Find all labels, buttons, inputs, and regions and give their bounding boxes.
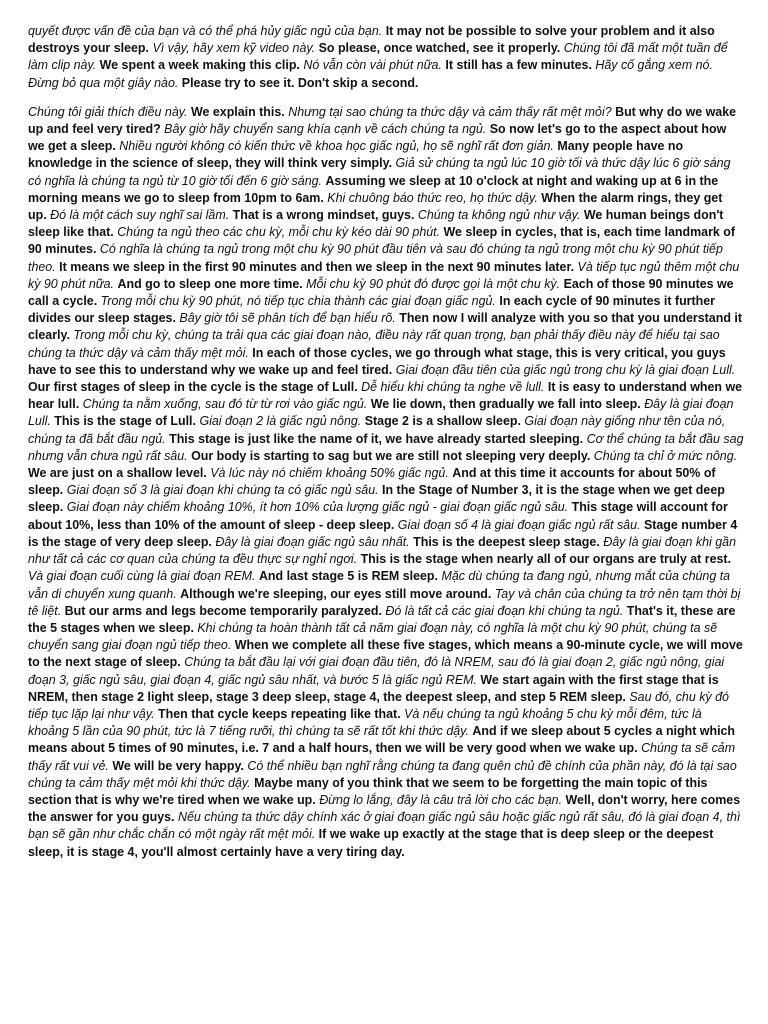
english-sentence: We sleep in cycles, that is, each time landmark of 90 minutes. <box>28 225 736 257</box>
vietnamese-sentence: Và nếu chúng ta ngủ khoảng 5 chu kỳ mỗi đêm, tức là khoảng 5 lần của 90 phút, tức là 7 tiếng rưỡi, thì chúng ta sẽ rất tốt khi thức dậy. <box>28 706 702 739</box>
vietnamese-sentence: Nếu chúng ta thức dậy chính xác ở giai đoạn giấc ngủ sâu hoặc giấc ngủ rất sâu, đó là giai đoạn 4, thì bạn sẽ gần như chắc chắn có một ngày rất mệt mỏi. <box>28 810 741 842</box>
english-sentence: It may not be possible to solve your problem and it also destroys your sleep. <box>28 24 715 56</box>
vietnamese-sentence: Khi chúng ta hoàn thành tất cả năm giai đoạn này, có nghĩa là một chu kỳ 90 phút, chúng ta sẽ chuyển sang giai đoạn ngủ tiếp theo. <box>28 620 718 653</box>
vietnamese-sentence: Giai đoạn số 4 là giai đoạn giấc ngủ rất sâu. <box>397 517 641 532</box>
vietnamese-sentence: Nhưng tại sao chúng ta thức dậy và cảm thấy rất mệt mỏi? <box>288 104 612 119</box>
english-sentence: And at this time it accounts for about 50% of sleep. <box>28 466 716 498</box>
paragraph <box>28 23 744 92</box>
english-sentence: In the Stage of Number 3, it is the stage when we get deep sleep. <box>28 483 725 515</box>
english-sentence: It still has a few minutes. <box>445 58 592 73</box>
english-sentence: Each of those 90 minutes we call a cycle. <box>28 276 734 309</box>
english-sentence: But our arms and legs become temporarily paralyzed. <box>64 603 382 618</box>
vietnamese-sentence: Bây giờ hãy chuyển sang khía cạnh về cách chúng ta ngủ. <box>164 122 487 137</box>
english-sentence: And go to sleep one more time. <box>117 276 303 291</box>
english-sentence: That is a wrong mindset, guys. <box>232 208 415 223</box>
english-sentence: We are just on a shallow level. <box>28 466 207 481</box>
english-sentence: Stage number 4 is the stage of very deep sleep. <box>28 517 738 549</box>
english-sentence: So please, once watched, see it properly. <box>318 41 561 56</box>
english-sentence: This is the stage when nearly all of our organs are truly at rest. <box>360 552 732 567</box>
vietnamese-sentence: Đừng lo lắng, đây là câu trả lời cho các bạn. <box>319 792 563 807</box>
vietnamese-sentence: Tay và chân của chúng ta trở nên tạm thời bị tê liệt. <box>28 586 741 618</box>
english-sentence: We spent a week making this clip. <box>99 58 300 73</box>
english-sentence: Our first stages of sleep in the cycle is the stage of Lull. <box>28 380 358 395</box>
english-sentence: That's it, these are the 5 stages when we sleep. <box>28 603 736 635</box>
vietnamese-sentence: Chúng ta không ngủ như vậy. <box>417 208 581 223</box>
vietnamese-sentence: Nhiều người không có kiến thức về khoa học giấc ngủ, họ sẽ nghĩ rất đơn giản. <box>119 139 554 154</box>
english-sentence: Assuming we sleep at 10 o'clock at night and waking up at 6 in the morning means we go to sleep from 10pm to 6am. <box>28 173 719 205</box>
vietnamese-sentence: Bây giờ tôi sẽ phân tích để bạn hiểu rõ. <box>179 311 396 326</box>
vietnamese-sentence: Vì vậy, hãy xem kỹ video này. <box>152 41 316 56</box>
vietnamese-sentence: Sau đó, chu kỳ đó tiếp tục lặp lại như vậy. <box>28 689 729 721</box>
vietnamese-sentence: Có nghĩa là chúng ta ngủ trong một chu kỳ 90 phút đầu tiên và sau đó chúng ta ngủ trong một chu kỳ 90 phút tiếp theo. <box>28 242 723 274</box>
vietnamese-sentence: Và giai đoạn cuối cùng là giai đoạn REM. <box>28 569 256 584</box>
vietnamese-sentence: Dễ hiểu khi chúng ta nghe về lull. <box>361 380 545 395</box>
paragraph <box>28 104 744 861</box>
english-sentence: We start again with the first stage that is NREM, then stage 2 light sleep, stage 3 deep sleep, stage 4, the deepest sleep, and step 5 REM sleep. <box>28 672 719 704</box>
vietnamese-sentence: Chúng ta nằm xuống, sau đó từ từ rơi vào giấc ngủ. <box>82 397 368 412</box>
english-sentence: If we wake up exactly at the stage that is deep sleep or the deepest sleep, it is stage 4, you'll almost certainly have a very tiring day. <box>28 827 714 859</box>
vietnamese-sentence: Và tiếp tục ngủ thêm một chu kỳ 90 phút nữa. <box>28 259 740 291</box>
english-sentence: Stage 2 is a shallow sleep. <box>364 414 521 429</box>
english-sentence: Maybe many of you think that we seem to be forgetting the main topic of this section that is why we're tired when we wake up. <box>28 775 708 807</box>
vietnamese-sentence: Đó là tất cả các giai đoạn khi chúng ta ngủ. <box>385 603 624 618</box>
english-sentence: But why do we wake up and feel very tired? <box>28 104 737 137</box>
vietnamese-sentence: quyết được vấn đề của bạn và có thể phá hủy giấc ngủ của bạn. <box>28 24 383 38</box>
english-sentence: Please try to see it. Don't skip a second. <box>181 75 419 90</box>
english-sentence: We lie down, then gradually we fall into sleep. <box>370 397 641 412</box>
vietnamese-sentence: Hãy cố gắng xem nó. Đừng bỏ qua một giây nào. <box>28 58 713 90</box>
vietnamese-sentence: Trong mỗi chu kỳ, chúng ta trải qua các giai đoạn nào, điều này rất quan trọng, bạn phải thấy điều này để hiểu tại sao chúng ta thức dậy và cảm thấy mệt mỏi. <box>28 328 720 360</box>
english-sentence: This is the deepest sleep stage. <box>413 534 600 549</box>
english-sentence: Our body is starting to sag but we are still not sleeping very deeply. <box>191 448 591 463</box>
vietnamese-sentence: Đây là giai đoạn khi gần như tất cả các cơ quan của chúng ta đều thực sự nghỉ ngơi. <box>28 534 736 567</box>
english-sentence: And last stage 5 is REM sleep. <box>258 569 438 584</box>
english-sentence: Well, don't worry, here comes the answer for you guys. <box>28 792 741 825</box>
vietnamese-sentence: Mặc dù chúng ta đang ngủ, nhưng mắt của chúng ta vẫn di chuyển xung quanh. <box>28 569 731 601</box>
english-sentence: And if we sleep about 5 cycles a night which means about 5 times of 90 minutes, i.e. 7 and a half hours, then we will be very good when we wake up. <box>28 724 736 756</box>
english-sentence: When the alarm rings, they get up. <box>28 190 723 223</box>
english-sentence: Then now I will analyze with you so that you understand it clearly. <box>28 311 742 343</box>
vietnamese-sentence: Chúng ta sẽ cảm thấy rất vui vẻ. <box>28 741 736 773</box>
vietnamese-sentence: Và lúc này nó chiếm khoảng 50% giấc ngủ. <box>210 466 449 481</box>
vietnamese-sentence: Đây là giai đoạn giấc ngủ sâu nhất. <box>215 534 410 549</box>
vietnamese-sentence: Giai đoạn số 3 là giai đoạn khi chúng ta có giấc ngủ sâu. <box>66 483 379 498</box>
english-sentence: So now let's go to the aspect about how we get a sleep. <box>28 122 727 154</box>
english-sentence: When we complete all these five stages, which means a 90-minute cycle, we will move to the next stage of sleep. <box>28 638 743 670</box>
english-sentence: We will be very happy. <box>112 758 244 773</box>
english-sentence: It means we sleep in the first 90 minutes and then we sleep in the next 90 minutes later. <box>59 259 575 274</box>
english-sentence: In each of those cycles, we go through what stage, this is very critical, you guys have to see this to understand why we wake up and feel tired. <box>28 345 726 377</box>
english-sentence: It is easy to understand when we hear lull. <box>28 380 743 412</box>
vietnamese-sentence: Giai đoạn này giống như tên của nó, chúng ta đã bắt đầu ngủ. <box>28 414 726 446</box>
vietnamese-sentence: Đây là giai đoạn Lull. <box>28 397 734 429</box>
vietnamese-sentence: Có thể nhiều bạn nghĩ rằng chúng ta đang quên chủ đề chính của phần này, đó là tại sao chúng ta cảm thấy mệt mỏi khi thức dậy. <box>28 758 737 790</box>
vietnamese-sentence: Giai đoạn này chiếm khoảng 10%, ít hơn 10% của lượng giấc ngủ - giai đoạn giấc ngủ sâu. <box>66 500 569 515</box>
vietnamese-sentence: Giả sử chúng ta ngủ lúc 10 giờ tối và thức dậy lúc 6 giờ sáng có nghĩa là chúng ta ngủ từ 10 giờ tối đến 6 giờ sáng. <box>28 156 731 188</box>
english-sentence: This stage will account for about 10%, less than 10% of the amount of sleep - deep sleep. <box>28 500 728 532</box>
english-sentence: This stage is just like the name of it, we have already started sleeping. <box>169 431 584 446</box>
vietnamese-sentence: Giai đoạn đầu tiên của giấc ngủ trong chu kỳ là giai đoạn Lull. <box>395 362 736 377</box>
english-sentence: We human beings don't sleep like that. <box>28 208 724 240</box>
vietnamese-sentence: Nó vẫn còn vài phút nữa. <box>303 58 442 73</box>
vietnamese-sentence: Chúng ta bắt đầu lại với giai đoạn đầu tiên, đó là NREM, sau đó là giai đoạn 2, giấc ngủ nông, giai đoạn 3, giấc ngủ sâu, giai đoạn 4, giấc ngủ sâu nhất, và bước 5 là giấc ngủ REM. <box>28 655 725 687</box>
vietnamese-sentence: Chúng ta ngủ theo các chu kỳ, mỗi chu kỳ kéo dài 90 phút. <box>117 225 441 240</box>
vietnamese-sentence: Đó là một cách suy nghĩ sai lầm. <box>50 208 230 223</box>
vietnamese-sentence: Chúng tôi đã mất một tuần để làm clip này. <box>28 41 728 73</box>
english-sentence: Many people have no knowledge in the science of sleep, they will think very simply. <box>28 139 684 171</box>
vietnamese-sentence: Chúng tôi giải thích điều này. <box>28 104 188 119</box>
vietnamese-sentence: Khi chuông báo thức reo, họ thức dậy. <box>327 190 538 205</box>
english-sentence: Although we're sleeping, our eyes still move around. <box>180 586 492 601</box>
vietnamese-sentence: Mỗi chu kỳ 90 phút đó được gọi là một chu kỳ. <box>306 276 561 291</box>
vietnamese-sentence: Trong mỗi chu kỳ 90 phút, nó tiếp tục chia thành các giai đoạn giấc ngủ. <box>100 294 496 309</box>
vietnamese-sentence: Cơ thể chúng ta bắt đầu sag nhưng vẫn chưa ngủ rất sâu. <box>28 431 744 463</box>
vietnamese-sentence: Chúng ta chỉ ở mức nông. <box>593 448 738 463</box>
document-body <box>28 23 744 873</box>
english-sentence: We explain this. <box>190 104 285 119</box>
english-sentence: Then that cycle keeps repeating like that. <box>158 706 401 721</box>
vietnamese-sentence: Giai đoạn 2 là giấc ngủ nông. <box>199 414 362 429</box>
english-sentence: This is the stage of Lull. <box>54 414 196 429</box>
english-sentence: In each cycle of 90 minutes it further divides our sleep stages. <box>28 294 716 326</box>
